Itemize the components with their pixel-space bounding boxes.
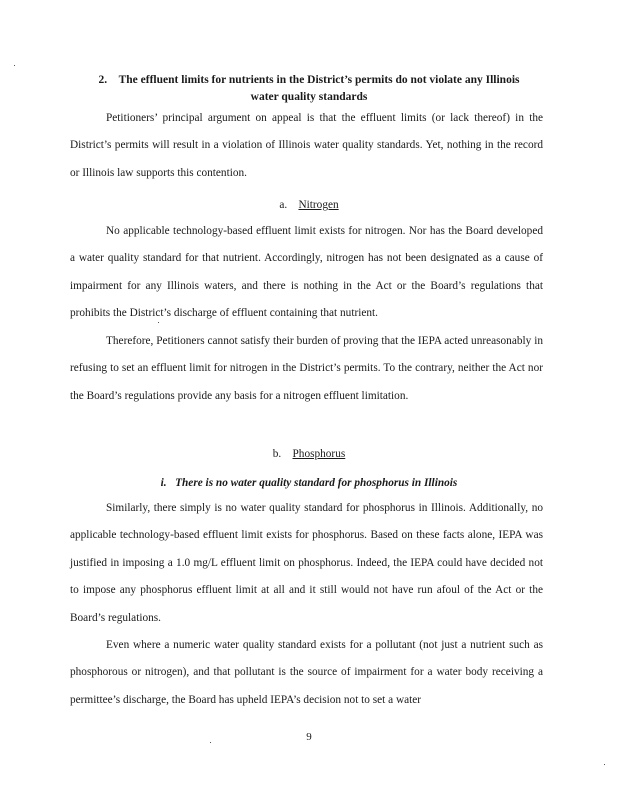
section-heading: [70, 72, 548, 106]
subheading-no-phosphorus-standard: [70, 475, 548, 491]
paragraph-argument: Petitioners’ principal argument on appeal is that the effluent limits (or lack thereof) in the District’s permits will result in a violation of Illinois water quality standards. Yet, nothing in the record or Illinois law supports this contention.: [70, 112, 543, 179]
subheading-nitrogen-label: a.: [279, 199, 288, 211]
paragraph-nitrogen-conclusion: Therefore, Petitioners cannot satisfy their burden of proving that the IEPA acted unreasonably in refusing to set an effluent limit for nitrogen in the District’s permits. To the contrary, neither the Act nor the Board’s regulations provide any basis for a nitrogen effluent limitation.: [70, 335, 543, 402]
subheading-phosphorus: [70, 446, 548, 462]
scan-speck: [604, 764, 605, 765]
subheading-nitrogen-title: Nitrogen: [298, 199, 339, 211]
section-heading-line-2: water quality standards: [250, 91, 368, 103]
scan-speck: [210, 742, 211, 743]
subheading-phosphorus-label: b.: [272, 448, 282, 460]
section-heading-line-1: 2. The effluent limits for nutrients in the District’s permits do not violate any Illinois: [98, 74, 520, 86]
scan-speck: [158, 322, 159, 323]
subheading-nitrogen: [70, 197, 548, 213]
paragraph-numeric-standard: Even where a numeric water quality standard exists for a pollutant (not just a nutrient such as phosphorous or nitrogen), and that pollutant is the source of impairment for a water body receiving a permittee’s discharge, the Board has upheld IEPA’s decision not to set a water: [70, 639, 543, 706]
scan-speck: [14, 65, 15, 66]
paragraph-phosphorus: Similarly, there simply is no water quality standard for phosphorus in Illinois. Additionally, no applicable technology-based effluent limit exists for phosphorus. Based on these facts alone, IEPA was justified in imposing a 1.0 mg/L effluent limit on phosphorus. Indeed, the IEPA could have decided not to impose any phosphorus effluent limit at all and it still would not have run afoul of the Act or the Board’s regulations.: [70, 502, 543, 624]
subheading-i-title: There is no water quality standard for phosphorus in Illinois: [175, 477, 458, 489]
page-number: 9: [306, 731, 312, 743]
subheading-phosphorus-title: Phosphorus: [292, 448, 346, 460]
subheading-i-label: i.: [160, 477, 167, 489]
paragraph-nitrogen-standard: No applicable technology-based effluent limit exists for nitrogen. Nor has the Board developed a water quality standard for that nutrient. Accordingly, nitrogen has not been designated as a cause of impairment for any Illinois waters, and there is nothing in the Act or the Board’s regulations that prohibits the District’s discharge of effluent containing that nutrient.: [70, 225, 543, 320]
